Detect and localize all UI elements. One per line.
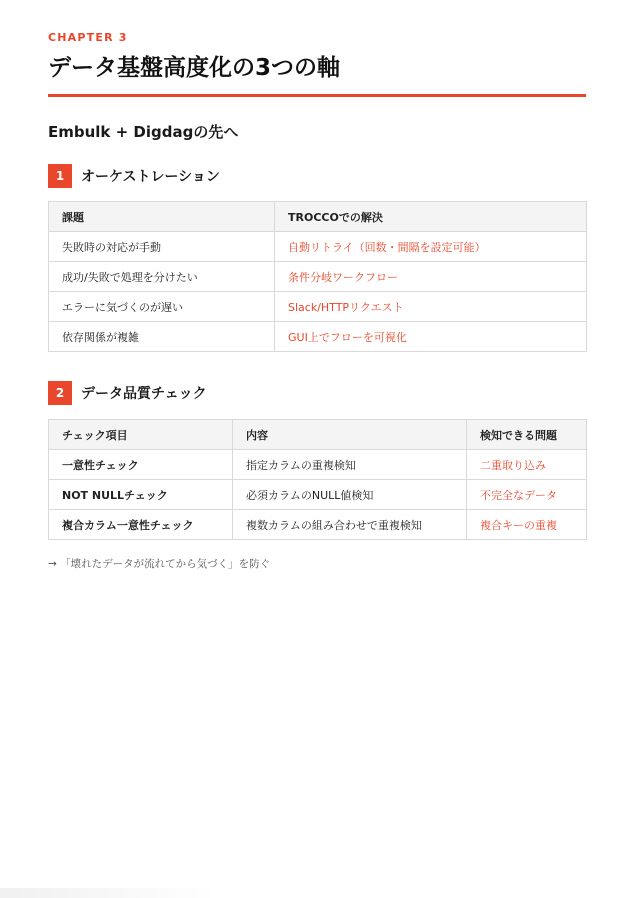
column-header: 課題 <box>49 202 275 232</box>
table-cell: 必須カラムのNULL値検知 <box>233 480 467 510</box>
section-title: データ品質チェック <box>81 386 207 402</box>
table-cell: NOT NULLチェック <box>49 480 233 510</box>
table-cell: 失敗時の対応が手動 <box>49 232 275 262</box>
table-header-row <box>49 420 587 450</box>
orchestration-table <box>48 201 587 352</box>
table-cell: 不完全なデータ <box>467 480 587 510</box>
table-row <box>49 480 587 510</box>
page-title: データ基盤高度化の3つの軸 <box>48 55 341 81</box>
table-cell: エラーに気づくのが遅い <box>49 292 275 322</box>
table-cell: 複合カラム一意性チェック <box>49 510 233 540</box>
subtitle: Embulk + Digdagの先へ <box>48 123 239 141</box>
table-row <box>49 232 587 262</box>
table-row <box>49 322 587 352</box>
table-cell: 二重取り込み <box>467 450 587 480</box>
table-cell: 条件分岐ワークフロー <box>275 262 587 292</box>
table-cell: 一意性チェック <box>49 450 233 480</box>
data-quality-table <box>48 419 587 540</box>
column-header: 検知できる問題 <box>467 420 587 450</box>
table-row <box>49 510 587 540</box>
section-header-orchestration <box>48 164 586 188</box>
section-number-badge: 2 <box>48 381 72 405</box>
table-cell: 複合キーの重複 <box>467 510 587 540</box>
table-cell: 指定カラムの重複検知 <box>233 450 467 480</box>
section-title: オーケストレーション <box>81 169 220 185</box>
slide-page <box>48 30 586 572</box>
table-cell: Slack/HTTPリクエスト <box>275 292 587 322</box>
table-cell: 自動リトライ（回数・間隔を設定可能） <box>275 232 587 262</box>
table-header-row <box>49 202 587 232</box>
table-cell: 依存関係が複雑 <box>49 322 275 352</box>
table-cell: GUI上でフローを可視化 <box>275 322 587 352</box>
bottom-shadow <box>0 888 220 898</box>
footnote: → 「壊れたデータが流れてから気づく」を防ぐ <box>48 558 271 570</box>
table-row <box>49 450 587 480</box>
section-header-data-quality <box>48 381 586 405</box>
title-divider <box>48 94 586 97</box>
column-header: チェック項目 <box>49 420 233 450</box>
column-header: 内容 <box>233 420 467 450</box>
table-cell: 成功/失敗で処理を分けたい <box>49 262 275 292</box>
section-number-badge: 1 <box>48 164 72 188</box>
table-cell: 複数カラムの組み合わせで重複検知 <box>233 510 467 540</box>
table-row <box>49 262 587 292</box>
column-header: TROCCOでの解決 <box>275 202 587 232</box>
table-row <box>49 292 587 322</box>
chapter-label: CHAPTER 3 <box>48 31 128 44</box>
